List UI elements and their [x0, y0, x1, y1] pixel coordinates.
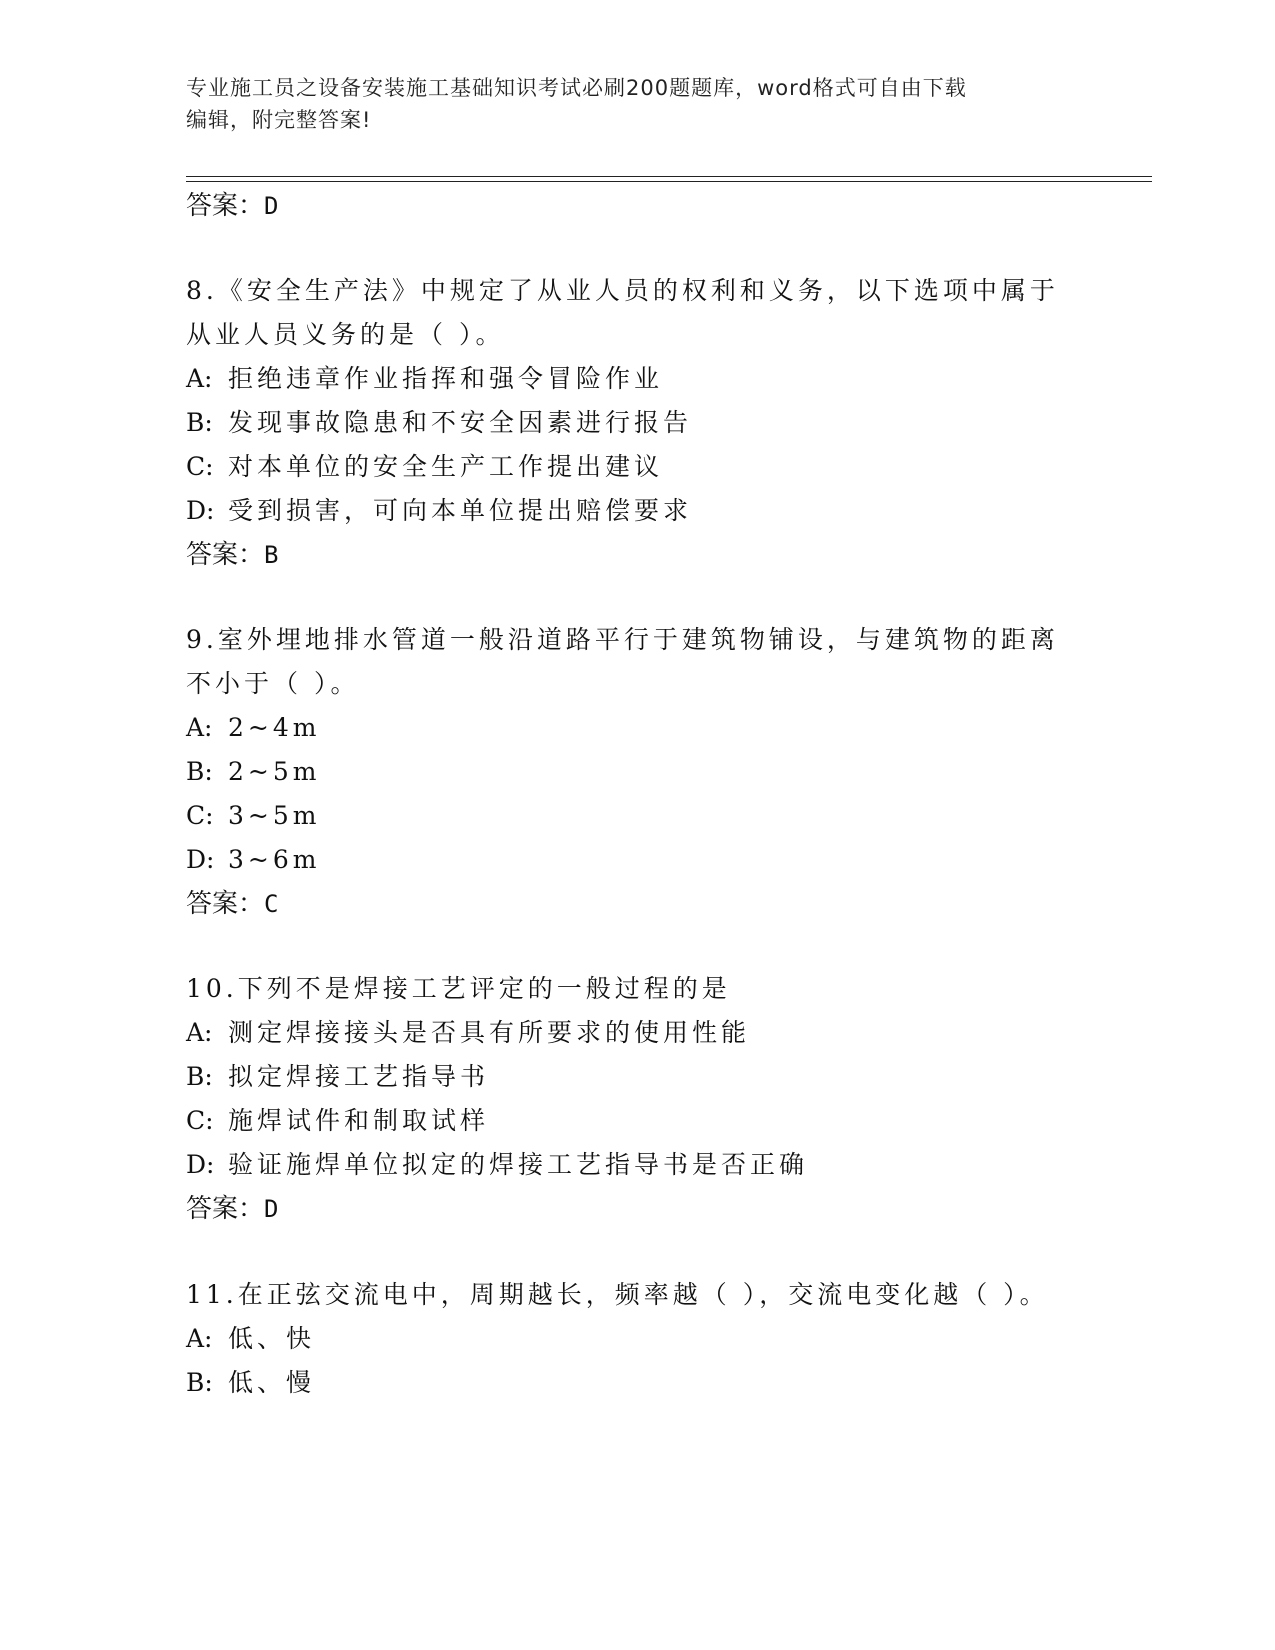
option-letter: A: [186, 1018, 213, 1047]
option-text: 3~6m [228, 845, 321, 874]
question-8-option-a [186, 363, 663, 395]
question-9-answer [186, 888, 278, 920]
question-9-option-b [186, 756, 320, 788]
question-9-stem-line-1: 9.室外埋地排水管道一般沿道路平行于建筑物铺设，与建筑物的距离 [186, 625, 1059, 654]
option-letter: B: [186, 408, 213, 437]
option-letter: D: [186, 845, 215, 874]
option-letter: B: [186, 757, 213, 786]
answer-value: B [264, 541, 279, 569]
answer-label: 答案： [186, 1194, 265, 1224]
question-10-answer [186, 1193, 278, 1225]
option-text: 验证施焊单位拟定的焊接工艺指导书是否正确 [228, 1150, 809, 1179]
answer-label: 答案： [186, 889, 265, 919]
option-text: 施焊试件和制取试样 [228, 1106, 490, 1135]
answer-label: 答案： [186, 191, 265, 221]
question-9-stem-line-2: 不小于（ ）。 [186, 669, 360, 698]
option-letter: A: [186, 1324, 213, 1353]
question-11-option-b [186, 1367, 315, 1399]
option-text: 发现事故隐患和不安全因素进行报告 [228, 408, 693, 437]
option-text: 受到损害，可向本单位提出赔偿要求 [228, 496, 693, 525]
option-text: 3~5m [228, 801, 321, 830]
header-rule-top [186, 176, 1152, 177]
question-10-stem-line-1: 10.下列不是焊接工艺评定的一般过程的是 [186, 974, 731, 1003]
option-text: 低、快 [228, 1324, 316, 1353]
question-9-option-a [186, 712, 320, 744]
question-8-option-b [186, 407, 692, 439]
question-10-option-d [186, 1149, 808, 1181]
header-rule-bottom [186, 181, 1152, 182]
question-10-option-c [186, 1105, 489, 1137]
question-8-option-c [186, 451, 663, 483]
answer-value: C [264, 890, 279, 918]
answer-label: 答案： [186, 540, 265, 570]
question-9-option-d [186, 844, 320, 876]
option-letter: B: [186, 1368, 213, 1397]
option-letter: C: [186, 452, 214, 481]
option-text: 低、慢 [228, 1368, 316, 1397]
answer-value: D [264, 192, 279, 220]
option-letter: D: [186, 1150, 215, 1179]
question-8-answer [186, 539, 278, 571]
option-text: 拟定焊接工艺指导书 [228, 1062, 490, 1091]
option-letter: A: [186, 364, 213, 393]
option-letter: C: [186, 1106, 214, 1135]
option-letter: C: [186, 801, 214, 830]
question-11-option-a [186, 1323, 315, 1355]
page-header [186, 72, 1066, 136]
option-text: 对本单位的安全生产工作提出建议 [228, 452, 664, 481]
option-text: 测定焊接接头是否具有所要求的使用性能 [228, 1018, 751, 1047]
question-10-option-a [186, 1017, 750, 1049]
header-line-2: 编辑，附完整答案! [186, 108, 372, 132]
option-text: 2~4m [228, 713, 321, 742]
question-10-option-b [186, 1061, 489, 1093]
option-letter: B: [186, 1062, 213, 1091]
question-8-option-d [186, 495, 692, 527]
option-letter: D: [186, 496, 215, 525]
option-letter: A: [186, 713, 213, 742]
option-text: 2~5m [228, 757, 321, 786]
question-8-stem-line-2: 从业人员义务的是（ ）。 [186, 320, 505, 349]
answer-value: D [264, 1195, 279, 1223]
answer-line [186, 190, 278, 222]
option-text: 拒绝违章作业指挥和强令冒险作业 [228, 364, 664, 393]
question-9-option-c [186, 800, 320, 832]
question-11-stem-line-1: 11.在正弦交流电中，周期越长，频率越（ ），交流电变化越（ ）。 [186, 1280, 1049, 1309]
question-8-stem-line-1: 8.《安全生产法》中规定了从业人员的权利和义务，以下选项中属于 [186, 276, 1059, 305]
header-line-1: 专业施工员之设备安装施工基础知识考试必刷200题题库，word格式可自由下载 [186, 76, 967, 100]
